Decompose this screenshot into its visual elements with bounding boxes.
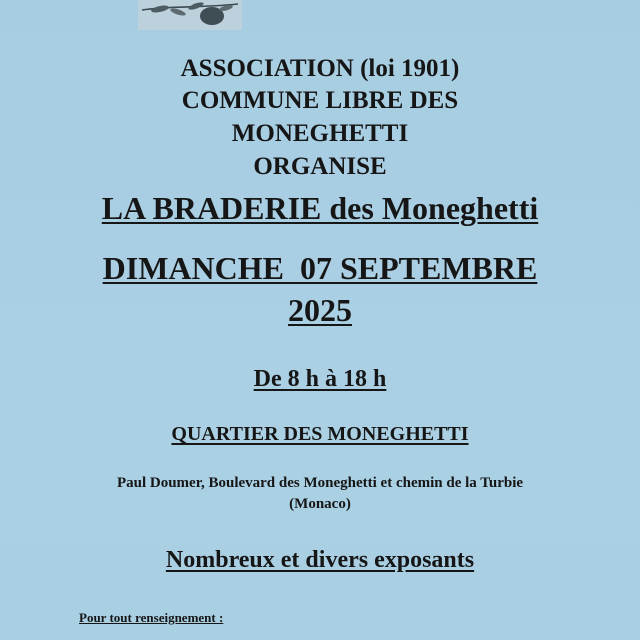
exhibitors-note: Nombreux et divers exposants [165,547,475,573]
address-line: Paul Doumer, Boulevard des Moneghetti et chemin de la Turbie [116,475,524,491]
org-line-organise: ORGANISE [253,153,387,180]
event-year: 2025 [288,292,352,328]
olive-branch-logo-icon [138,0,242,30]
event-district: QUARTIER DES MONEGHETTI [171,423,469,445]
event-date: DIMANCHE 07 SEPTEMBRE [102,250,538,286]
org-line-association: ASSOCIATION (loi 1901) [180,55,460,82]
org-line-moneghetti: MONEGHETTI [231,120,409,147]
address-country: (Monaco) [289,496,351,512]
event-hours: De 8 h à 18 h [253,366,387,392]
event-title: LA BRADERIE des Moneghetti [101,190,539,226]
contact-label: Pour tout renseignement : [79,610,224,625]
org-line-commune: COMMUNE LIBRE DES [181,87,459,114]
